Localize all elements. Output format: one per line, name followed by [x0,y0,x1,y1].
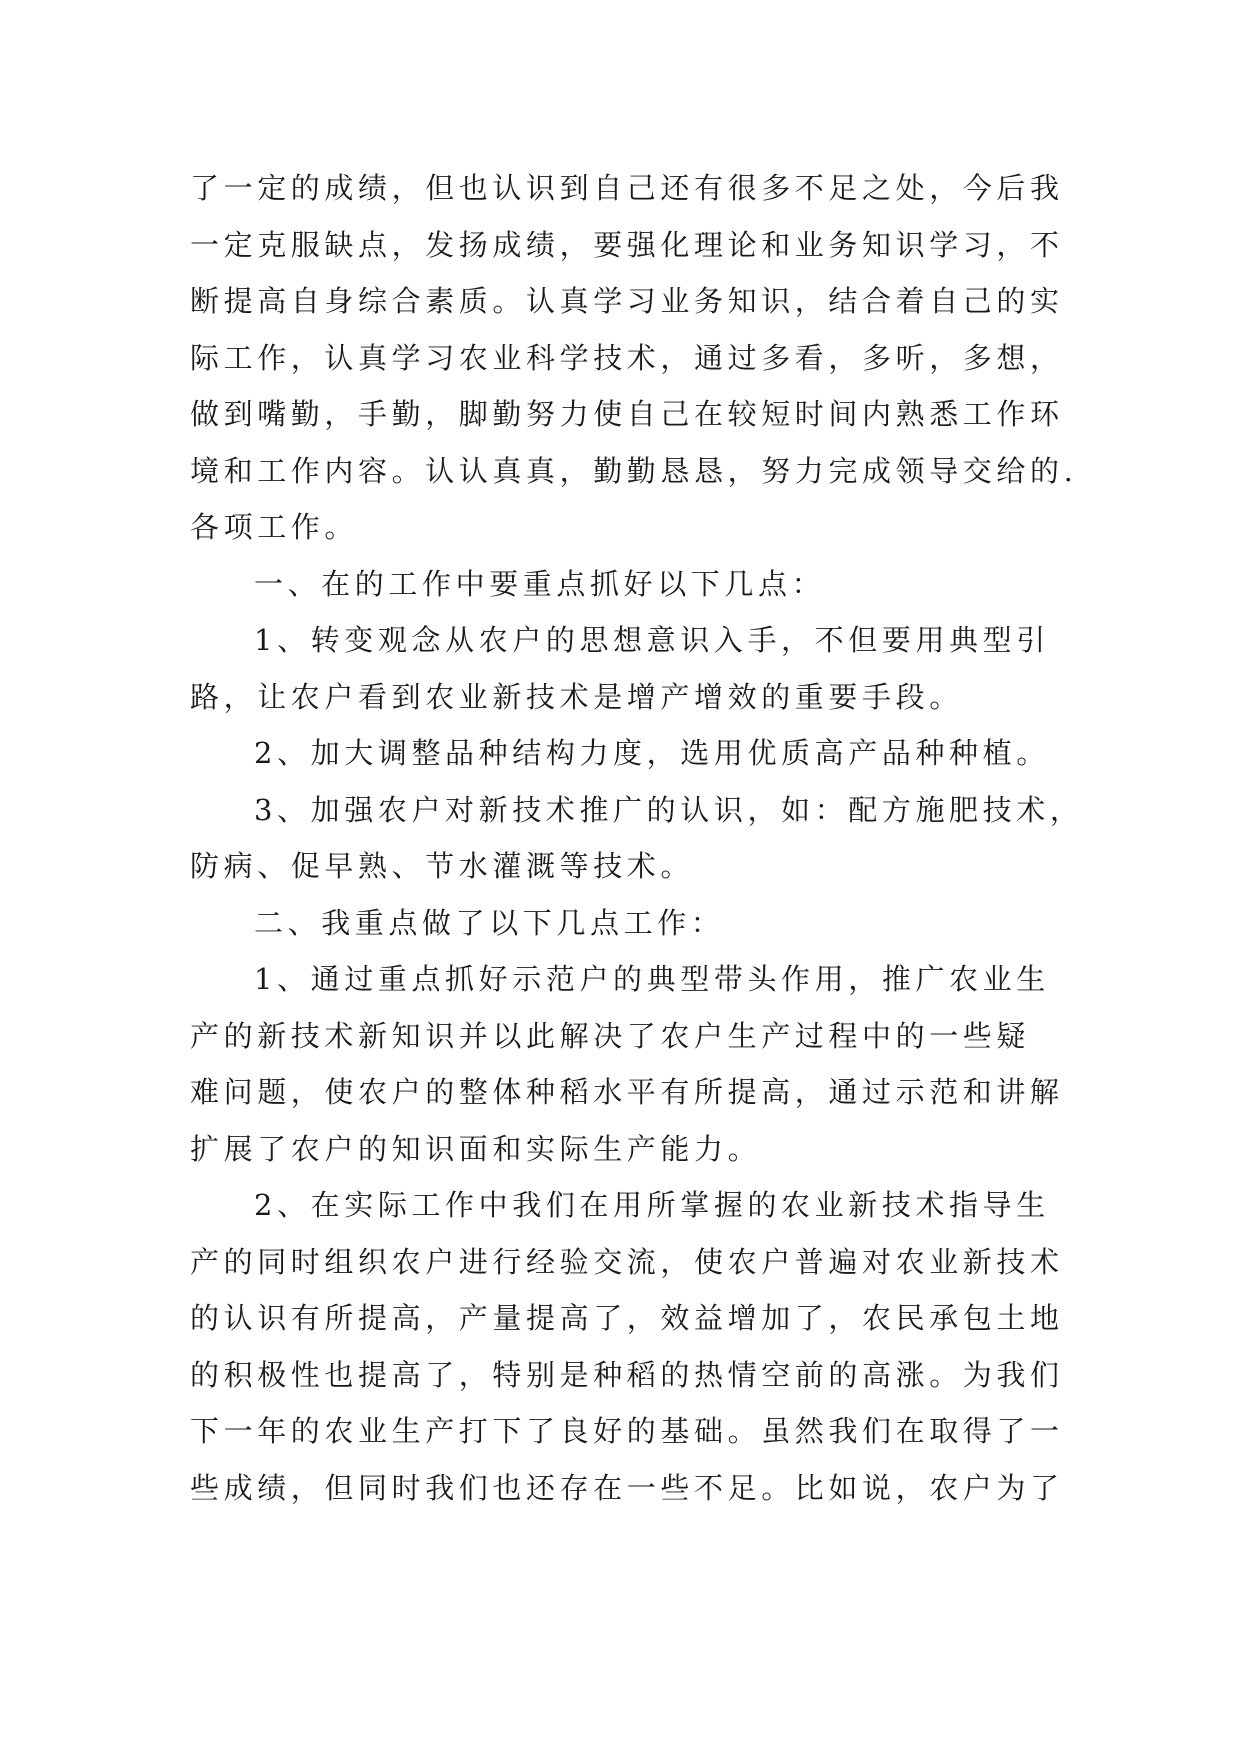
document-body [190,160,1090,1516]
text-line: 2、在实际工作中我们在用所掌握的农业新技术指导生 [254,1188,1050,1222]
text-line: 2、加大调整品种结构力度，选用优质高产品种种植。 [254,736,1050,770]
text-line: 各项工作。 [190,510,359,544]
text-line: 3、加强农户对新技术推广的认识，如：配方施肥技术， [254,792,1084,827]
text-line: 际工作，认真学习农业科学技术，通过多看，多听，多想， [190,340,1064,375]
text-line: 断提高自身综合素质。认真学习业务知识，结合着自己的实 [190,284,1064,318]
text-line: 下一年的农业生产打下了良好的基础。虽然我们在取得了一 [190,1414,1064,1448]
text-line: 产的同时组织农户进行经验交流，使农户普遍对农业新技术 [190,1244,1064,1279]
text-line: 一定克服缺点，发扬成绩，要强化理论和业务知识学习，不 [190,227,1064,262]
text-line: 境和工作内容。认认真真，勤勤恳恳，努力完成领导交给的. [190,453,1078,488]
text-line: 的积极性也提高了，特别是种稻的热情空前的高涨。为我们 [190,1357,1064,1392]
text-line: 了一定的成绩，但也认识到自己还有很多不足之处，今后我 [190,171,1064,205]
text-line: 二、我重点做了以下几点工作： [254,905,725,940]
text-line: 路，让农户看到农业新技术是增产增效的重要手段。 [190,679,963,714]
text-line: 产的新技术新知识并以此解决了农户生产过程中的一些疑 [190,1018,1031,1053]
text-line: 防病、促早熟、节水灌溉等技术。 [190,849,695,883]
text-line: 些成绩，但同时我们也还存在一些不足。比如说，农户为了 [190,1470,1064,1505]
text-line: 的认识有所提高，产量提高了，效益增加了，农民承包土地 [190,1301,1064,1335]
text-line: 1、转变观念从农户的思想意识入手，不但要用典型引 [254,623,1050,657]
text-line: 一、在的工作中要重点抓好以下几点： [254,566,826,601]
text-line: 扩展了农户的知识面和实际生产能力。 [190,1131,762,1166]
text-line: 做到嘴勤，手勤，脚勤努力使自己在较短时间内熟悉工作环 [190,397,1064,431]
text-line: 1、通过重点抓好示范户的典型带头作用，推广农业生 [254,962,1050,996]
text-line: 难问题，使农户的整体种稻水平有所提高，通过示范和讲解 [190,1075,1064,1109]
